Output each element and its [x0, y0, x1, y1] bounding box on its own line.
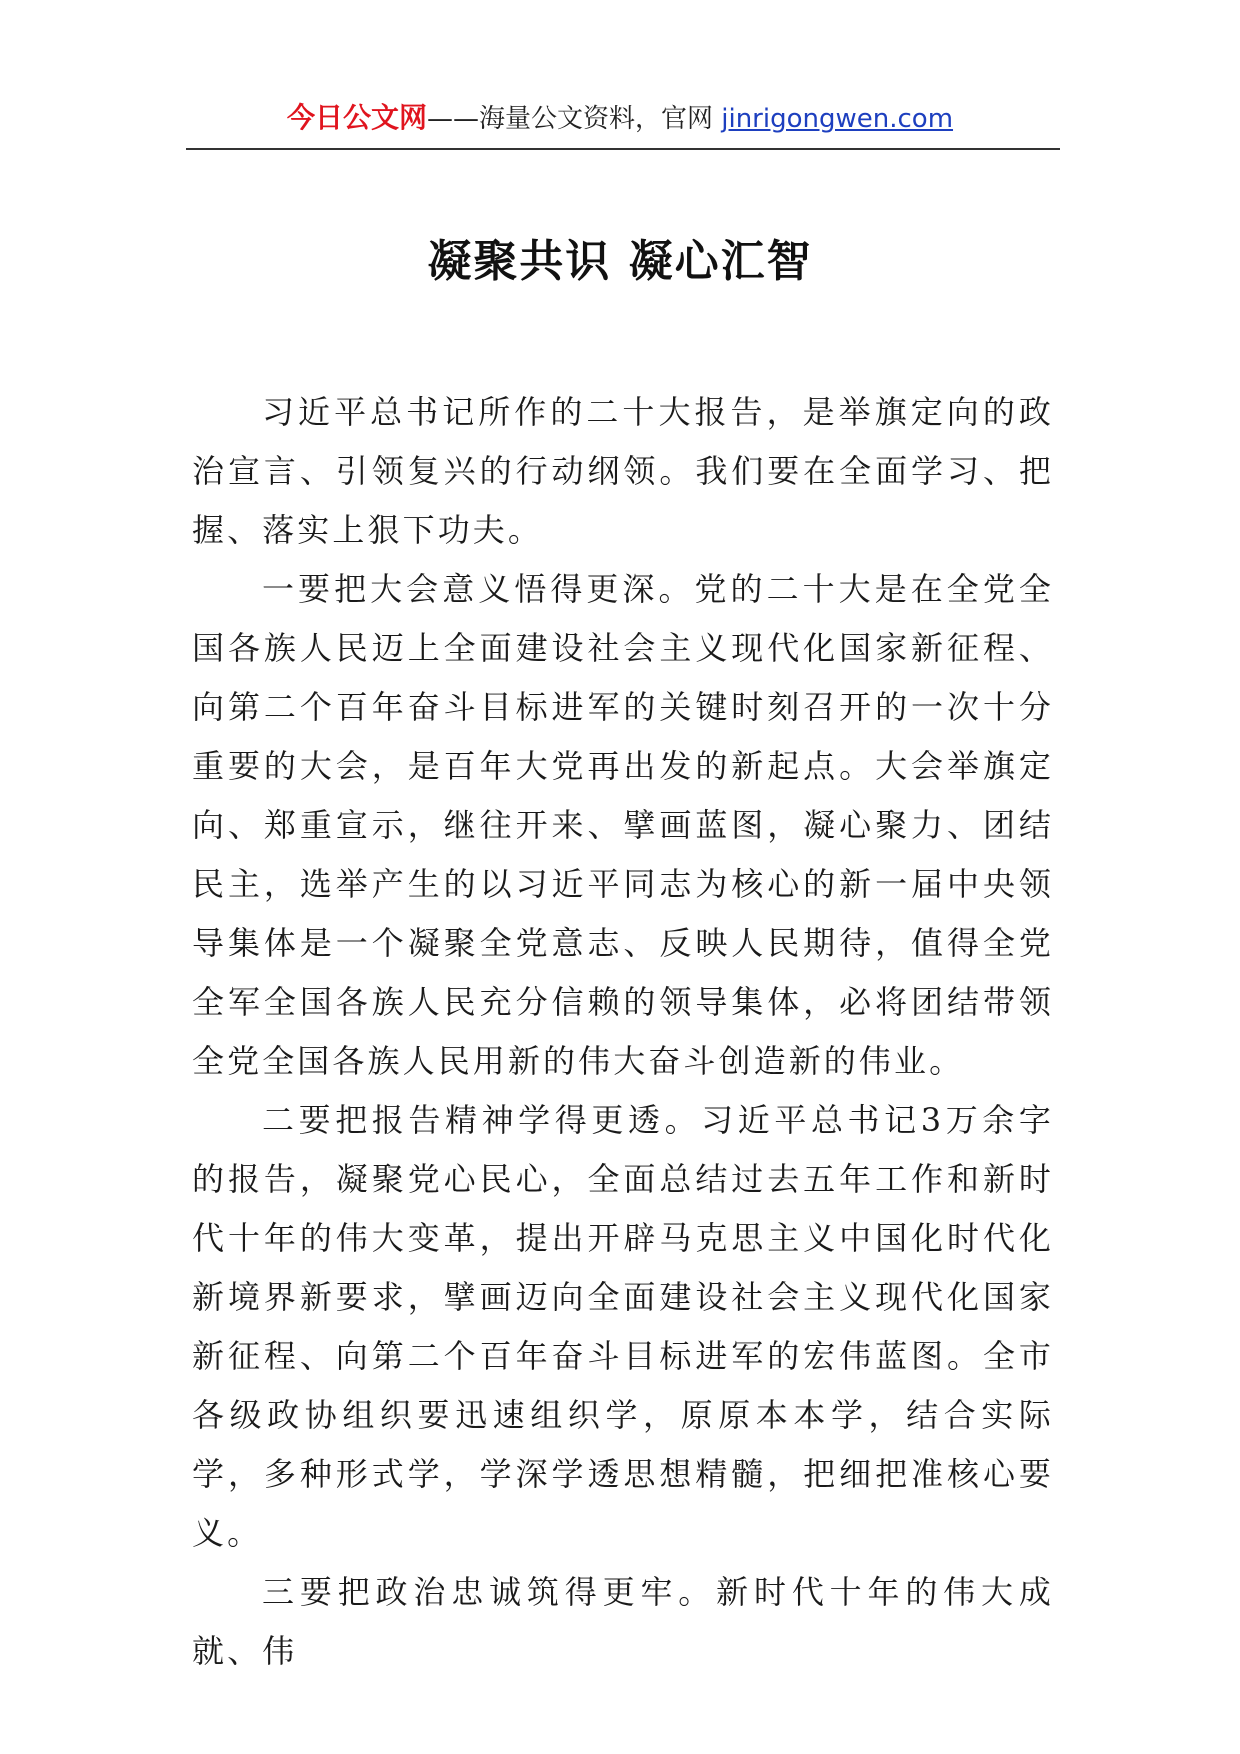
site-link[interactable]: jinrigongwen.com	[721, 104, 954, 134]
paragraph-point-two: 二要把报告精神学得更透。习近平总书记3万余字的报告，凝聚党心民心，全面总结过去五年工作和新时代十年的伟大变革，提出开辟马克思主义中国化时代化新境界新要求，擘画迈向全面建设社会主义现代化国家新征程、向第二个百年奋斗目标进军的宏伟蓝图。全市各级政协组织要迅速组织学，原原本本学，结合实际学，多种形式学，学深学透思想精髓，把细把准核心要义。	[192, 1101, 1054, 1552]
paragraph-intro: 习近平总书记所作的二十大报告，是举旗定向的政治宣言、引领复兴的行动纲领。我们要在全面学习、把握、落实上狠下功夫。	[192, 393, 1054, 549]
document-title: 凝聚共识 凝心汇智	[427, 236, 813, 287]
document-body	[192, 383, 1054, 1681]
paragraph-point-three: 三要把政治忠诚筑得更牢。新时代十年的伟大成就、伟	[192, 1573, 1054, 1670]
paragraph-point-one: 一要把大会意义悟得更深。党的二十大是在全党全国各族人民迈上全面建设社会主义现代化国家新征程、向第二个百年奋斗目标进军的关键时刻召开的一次十分重要的大会，是百年大党再出发的新起点。大会举旗定向、郑重宣示，继往开来、擘画蓝图，凝心聚力、团结民主，选举产生的以习近平同志为核心的新一届中央领导集体是一个凝聚全党意志、反映人民期待，值得全党全军全国各族人民充分信赖的领导集体，必将团结带领全党全国各族人民用新的伟大奋斗创造新的伟业。	[192, 570, 1054, 1080]
header-divider	[186, 148, 1060, 150]
page-header	[0, 100, 1240, 137]
brand-name[interactable]: 今日公文网	[286, 101, 427, 134]
header-tagline: ——海量公文资料，官网	[426, 104, 722, 134]
